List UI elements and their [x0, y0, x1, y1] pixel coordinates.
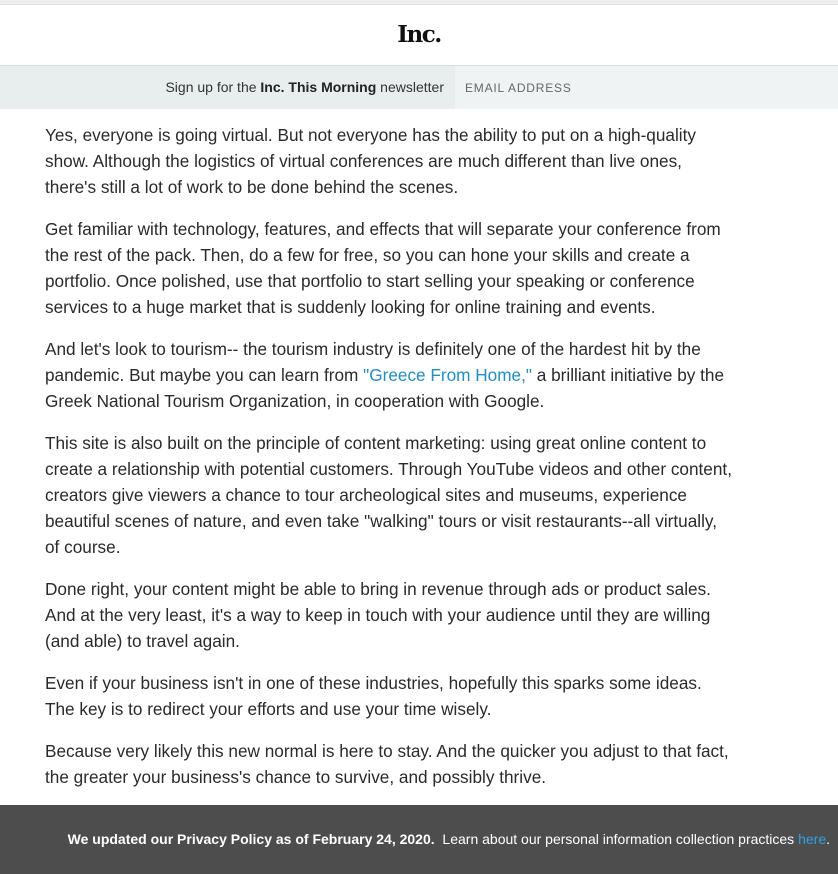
- greece-from-home-link[interactable]: "Greece From Home,": [363, 365, 532, 385]
- article-paragraph: This site is also built on the principle of content marketing: using great online content to create a relationship with potential customers. Through YouTube videos and other content, creators give viewers a chance to tour archeological sites and museums, experience beautiful scenes of nature, and even take "walking" tours or visit restaurants--all virtually, of course.: [45, 433, 732, 557]
- newsletter-signup-bar: [0, 66, 838, 109]
- article-paragraph: Yes, everyone is going virtual. But not everyone has the ability to put on a high-quality show. Although the logistics of virtual conferences are much different than live ones, there's still a lot of work to be done behind the scenes.: [45, 125, 696, 197]
- paragraph-text: And let's look to tourism-- the tourism industry is definitely one of the hardest hit by the pandemic. But maybe you can learn from: [45, 339, 701, 385]
- site-header: [0, 5, 838, 66]
- newsletter-signup-text: [165, 66, 444, 109]
- privacy-policy-text: [68, 805, 830, 874]
- privacy-policy-description: Learn about our personal information collection practices: [434, 831, 799, 847]
- article-paragraph: Because very likely this new normal is here to stay. And the quicker you adjust to that fact, the greater your business's chance to survive, and possibly thrive.: [45, 741, 729, 787]
- inc-logo[interactable]: Inc.: [397, 21, 441, 48]
- article-paragraph: Done right, your content might be able to bring in revenue through ads or product sales. And at the very least, it's a way to keep in touch with your audience until they are willing (and able) to travel again.: [45, 579, 711, 651]
- article-paragraph: Get familiar with technology, features, and effects that will separate your conference from the rest of the pack. Then, do a few for free, so you can hone your skills and create a portfolio. Once polished, use that portfolio to start selling your speaking or conference services to a huge market that is suddenly looking for online training and events.: [45, 219, 721, 317]
- newsletter-name: Inc. This Morning: [260, 79, 377, 95]
- article-paragraph: [45, 336, 733, 414]
- privacy-policy-period: .: [826, 831, 830, 847]
- privacy-policy-notice: We updated our Privacy Policy as of February 24, 2020.: [67, 831, 435, 847]
- email-address-input[interactable]: [455, 66, 838, 109]
- privacy-policy-here-link[interactable]: here: [798, 831, 827, 847]
- privacy-policy-banner: [0, 805, 838, 874]
- newsletter-prefix: Sign up for the: [165, 79, 261, 95]
- article-paragraph: Even if your business isn't in one of these industries, hopefully this sparks some ideas. The key is to redirect your efforts and use your time wisely.: [45, 673, 702, 719]
- article-body: [45, 122, 733, 806]
- newsletter-suffix: newsletter: [376, 79, 444, 95]
- paragraph-text: a brilliant initiative by the Greek National Tourism Organization, in cooperation with Google.: [45, 365, 725, 411]
